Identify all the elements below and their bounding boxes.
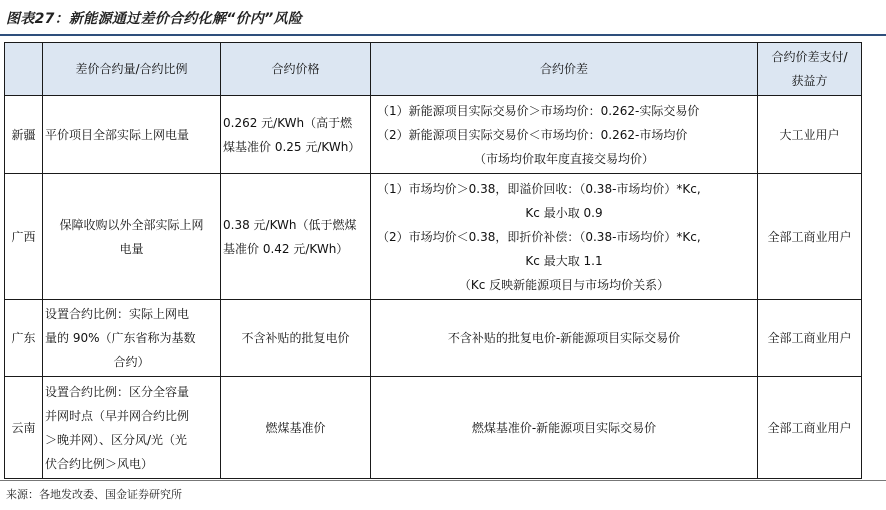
region-cell: 广西 [5,174,43,300]
price-line: 0.38 元/KWh（低于燃煤 [223,217,357,232]
payer-cell: 大工业用户 [758,96,862,174]
figure-title: 图表27：新能源通过差价合约化解“价内”风险 [6,11,303,27]
diff-cell: 不含补贴的批复电价-新能源项目实际交易价 [371,300,758,377]
price-line: 基准价 0.42 元/KWh） [223,241,349,256]
volume-line: 合约） [113,355,150,369]
price-line: 煤基准价 0.25 元/KWh） [223,139,361,154]
diff-line: （2）市场均价＜0.38，即折价补偿：（0.38-市场均价）*Kc, [377,229,701,244]
diff-cell [371,174,758,300]
volume-cell [43,377,221,479]
volume-cell [43,96,221,174]
region-cell: 云南 [5,377,43,479]
volume-line: 设置合约比例：区分全容量 [45,384,190,399]
volume-cell [43,174,221,300]
region-cell: 新疆 [5,96,43,174]
table-header-row [5,43,862,96]
source-note: 来源：各地发改委、国金证券研究所 [6,488,182,501]
diff-cell [371,96,758,174]
volume-line: ＞晚并网）、区分风/光（光 [45,432,188,447]
price-cell: 燃煤基准价 [221,377,371,479]
diff-cell: 燃煤基准价-新能源项目实际交易价 [371,377,758,479]
header-payer-line: 获益方 [791,74,828,88]
payer-cell: 全部工商业用户 [758,300,862,377]
diff-line: （2）新能源项目实际交易价＜市场均价：0.262-市场均价 [377,127,688,142]
region-cell: 广东 [5,300,43,377]
diff-line: （市场均价取年度直接交易均价） [473,151,654,166]
volume-cell [43,300,221,377]
price-cell [221,174,371,300]
table-row [5,96,862,174]
header-volume: 差价合约量/合约比例 [43,43,221,96]
volume-line: 平价项目全部实际上网电量 [45,127,190,142]
diff-line: （1）市场均价＞0.38，即溢价回收：（0.38-市场均价）*Kc, [377,181,701,196]
volume-line: 保障收购以外全部实际上网 [59,217,204,232]
header-region [5,43,43,96]
volume-line: 伏合约比例＞风电） [45,456,154,471]
header-diff: 合约价差 [371,43,758,96]
price-cell: 不含补贴的批复电价 [221,300,371,377]
footer-divider [0,480,886,481]
volume-line: 电量 [119,241,144,256]
table-row [5,377,862,479]
price-cell [221,96,371,174]
diff-line: （Kc 反映新能源项目与市场均价关系） [458,277,670,292]
diff-line: Kc 最小取 0.9 [525,205,603,220]
table-row [5,174,862,300]
payer-cell: 全部工商业用户 [758,377,862,479]
diff-line: （1）新能源项目实际交易价＞市场均价：0.262-实际交易价 [377,103,700,118]
table-row [5,300,862,377]
cfd-table [4,42,862,479]
title-divider [0,34,886,36]
payer-cell: 全部工商业用户 [758,174,862,300]
volume-line: 并网时点（早并网合约比例 [45,408,190,423]
price-line: 0.262 元/KWh（高于燃 [223,115,353,130]
header-price: 合约价格 [221,43,371,96]
header-payer [758,43,862,96]
volume-line: 量的 90%（广东省称为基数 [45,331,196,345]
header-payer-line: 合约价差支付/ [771,50,848,64]
volume-line: 设置合约比例：实际上网电 [45,307,190,321]
diff-line: Kc 最大取 1.1 [525,253,603,268]
